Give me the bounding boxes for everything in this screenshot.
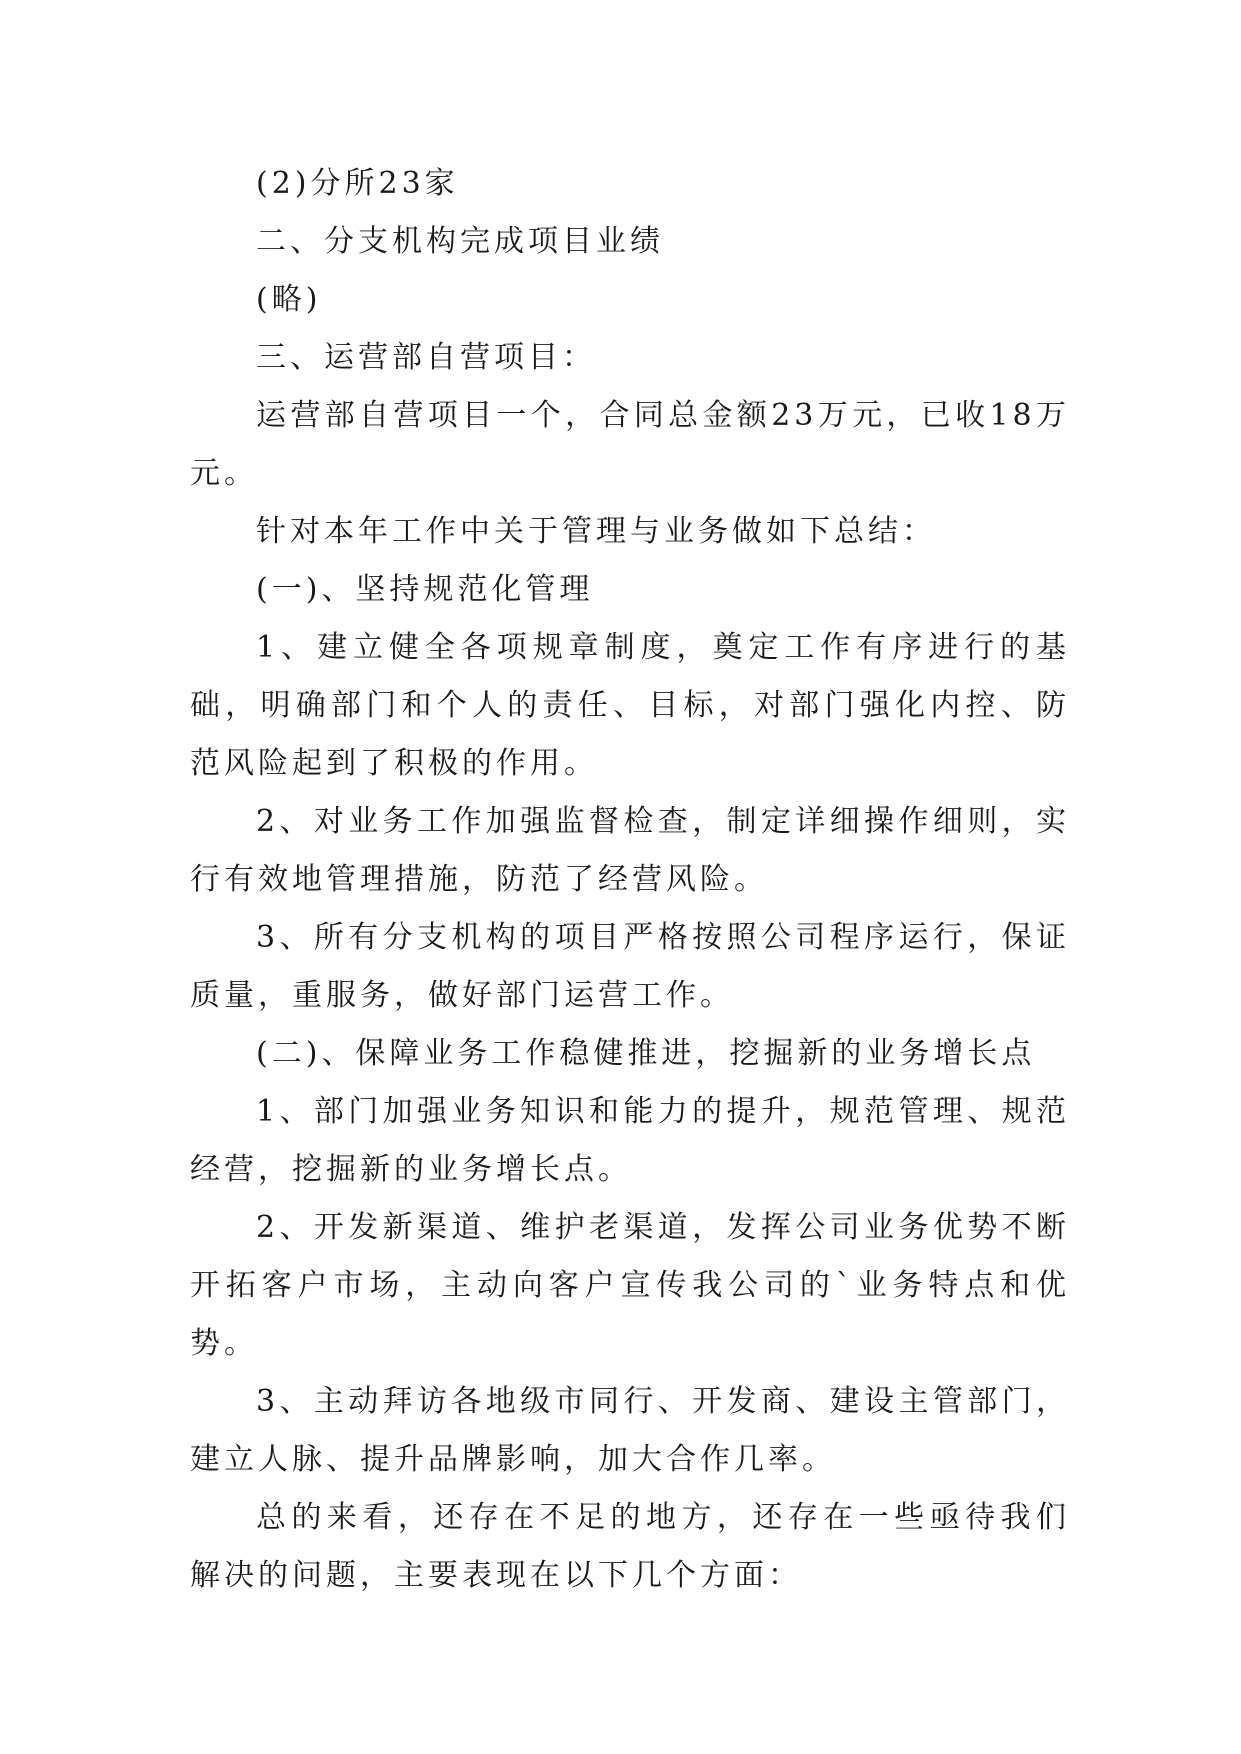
paragraph-growth-item-2: 2、开发新渠道、维护老渠道，发挥公司业务优势不断开拓客户市场，主动向客户宣传我公司的`业务特点和优势。 [190, 1210, 1070, 1361]
paragraph-growth-item-3: 3、主动拜访各地级市同行、开发商、建设主管部门，建立人脉、提升品牌影响，加大合作几率。 [190, 1384, 1070, 1477]
paragraph-management-item-3: 3、所有分支机构的项目严格按照公司程序运行，保证质量，重服务，做好部门运营工作。 [190, 920, 1070, 1013]
paragraph-branch-count: (2)分所23家 [256, 166, 459, 201]
paragraph-self-operated-detail: 运营部自营项目一个，合同总金额23万元，已收18万元。 [190, 398, 1070, 491]
paragraph-summary-intro: 针对本年工作中关于管理与业务做如下总结： [256, 514, 936, 549]
heading-self-operated-projects: 三、运营部自营项目： [256, 340, 596, 375]
paragraph-management-item-1: 1、建立健全各项规章制度，奠定工作有序进行的基础，明确部门和个人的责任、目标，对部门强化内控、防范风险起到了积极的作用。 [190, 630, 1070, 781]
paragraph-omitted: (略) [256, 282, 322, 317]
paragraph-shortcomings: 总的来看，还存在不足的地方，还存在一些亟待我们解决的问题，主要表现在以下几个方面： [190, 1500, 1070, 1593]
heading-standardized-management: (一)、坚持规范化管理 [256, 572, 594, 607]
document-page [190, 155, 1070, 1605]
heading-business-growth: (二)、保障业务工作稳健推进，挖掘新的业务增长点 [256, 1036, 1036, 1071]
paragraph-management-item-2: 2、对业务工作加强监督检查，制定详细操作细则，实行有效地管理措施，防范了经营风险。 [190, 804, 1070, 897]
heading-branch-performance: 二、分支机构完成项目业绩 [256, 224, 664, 259]
paragraph-growth-item-1: 1、部门加强业务知识和能力的提升，规范管理、规范经营，挖掘新的业务增长点。 [190, 1094, 1070, 1187]
